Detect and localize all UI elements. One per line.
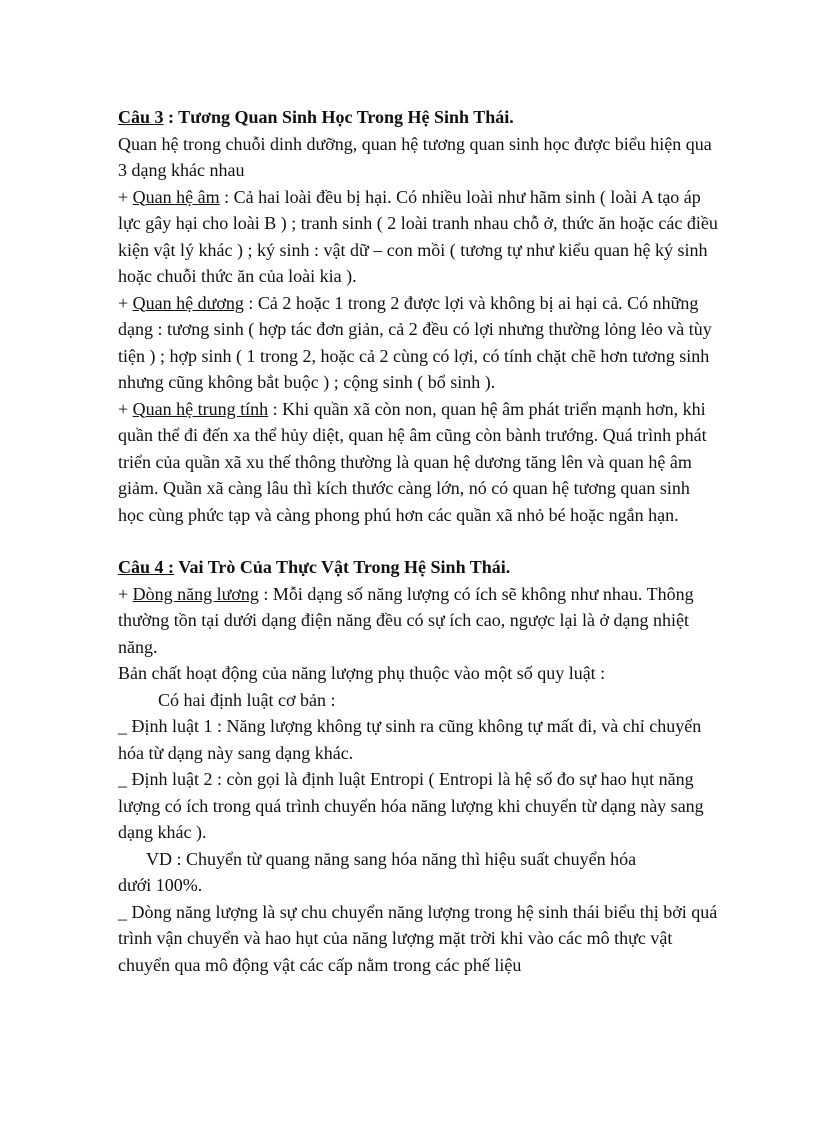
heading-label: Câu 4 : [118,557,175,577]
section-spacer [118,528,718,554]
bullet-prefix: + [118,398,133,419]
paragraph-example-cont: dưới 100%. [118,875,203,895]
paragraph-quan-he-duong [118,290,718,396]
heading-title: Vai Trò Của Thực Vật Trong Hệ Sinh Thái. [174,557,511,577]
term-label: Quan hệ trung tính [132,398,269,419]
term-text: : Khi quần xã còn non, quan hệ âm phát triển mạnh hơn, khi quần thể đi đến xa thể hủy diệt, quan hệ âm cũng còn bành trướng. Quá trình phát triển của quần xã xu thế thông thường là quan hệ dương tăng lên và quan hệ âm giảm. Quần xã càng lâu thì kích thước càng lớn, nó có quan hệ tương quan sinh học cùng phức tạp và càng phong phú hơn các quần xã nhỏ bé hoặc ngắn hạn. [118,398,707,525]
heading-label: Câu 3 [118,107,164,127]
paragraph-example: VD : Chuyển từ quang năng sang hóa năng thì hiệu suất chuyển hóa [146,848,637,869]
term-text: : Mỗi dạng số năng lượng có ích sẽ không như nhau. Thông thường tồn tại dưới dạng điện năng đều có sự ích cao, ngược lại là ở dạng nhiệt năng. [118,583,694,657]
heading-title: : Tương Quan Sinh Học Trong Hệ Sinh Thái. [163,107,514,127]
paragraph-dong-nang-luong [118,581,718,661]
paragraph-quan-he-am [118,184,718,290]
paragraph-dinh-luat-2: _ Định luật 2 : còn gọi là định luật Entropi ( Entropi là hệ số đo sự hao hụt năng lượng có ích trong quá trình chuyển hóa năng lượng khi chuyển từ dạng này sang dạng khác ). [118,769,704,842]
paragraph-ban-chat: Bản chất hoạt động của năng lượng phụ thuộc vào một số quy luật : [118,663,606,683]
paragraph-quan-he-trung-tinh [118,396,718,529]
bullet-prefix: + [118,292,133,313]
term-label: Quan hệ âm [132,186,220,207]
bullet-prefix: + [118,583,133,604]
section-heading-cau-3 [118,104,718,131]
paragraph-dinh-luat-1: _ Định luật 1 : Năng lượng không tự sinh ra cũng không tự mất đi, và chỉ chuyển hóa từ dạng này sang dạng khác. [118,716,702,763]
paragraph-dong-nang-luong-detail: _ Dòng năng lượng là sự chu chuyển năng lượng trong hệ sinh thái biểu thị bởi quá trình vận chuyển và hao hụt của năng lượng mặt trời khi vào các mô thực vật chuyển qua mô động vật các cấp nằm trong các phế liệu [118,901,718,975]
term-label: Dòng năng lương [132,583,259,604]
term-text: : Cả 2 hoặc 1 trong 2 được lợi và không bị ai hại cả. Có những dạng : tương sinh ( hợp tác đơn giản, cả 2 đều có lợi nhưng thường lỏng lẻo và tùy tiện ) ; hợp sinh ( 1 trong 2, hoặc cả 2 cùng có lợi, có tính chặt chẽ hơn tương sinh nhưng cũng không bắt buộc ) ; cộng sinh ( bổ sinh ). [118,292,712,392]
paragraph-intro: Quan hệ trong chuỗi dinh dưỡng, quan hệ tương quan sinh học được biểu hiện qua 3 dạng khác nhau [118,133,712,180]
term-label: Quan hệ dương [132,292,244,313]
paragraph-hai-dinh-luat: Có hai định luật cơ bản : [158,689,336,710]
section-heading-cau-4 [118,554,718,581]
term-text: : Cả hai loài đều bị hại. Có nhiều loài như hãm sinh ( loài A tạo áp lực gây hại cho loài B ) ; tranh sinh ( 2 loài tranh nhau chỗ ở, thức ăn hoặc các điều kiện vật lý khác ) ; ký sinh : vật dữ – con mồi ( tương tự như kiểu quan hệ ký sinh hoặc chuỗi thức ăn của loài kia ). [118,186,718,286]
bullet-prefix: + [118,186,133,207]
document-page [118,104,718,978]
